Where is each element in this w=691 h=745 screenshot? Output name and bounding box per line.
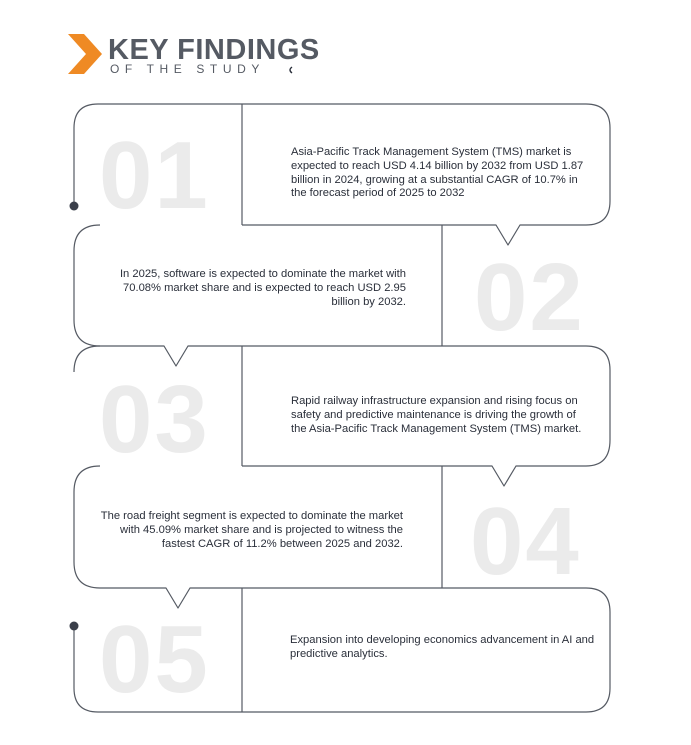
finding-number-04: 04 <box>470 488 581 595</box>
page-subtitle: OF THE STUDY <box>110 62 265 76</box>
finding-number-01: 01 <box>99 122 210 229</box>
finding-number-03: 03 <box>99 366 210 473</box>
finding-text-05: Expansion into developing economics advancement in AI and predictive analytics. <box>290 634 595 660</box>
timeline-dot-start <box>70 202 79 211</box>
finding-text-04: The road freight segment is expected to dominate the market with 45.09% market share and is projected to witness the fastest CAGR of 11.2% between 2025 and 2032. <box>100 510 403 550</box>
finding-text-01: Asia-Pacific Track Management System (TMS) market is expected to reach USD 4.14 billion by 2032 from USD 1.87 billion in 2024, growing at a substantial CAGR of 10.7% in the forecast period of 2025 to 2032 <box>291 146 584 200</box>
finding-number-05: 05 <box>99 606 210 713</box>
timeline-dot-end <box>70 622 79 631</box>
finding-number-02: 02 <box>474 244 585 351</box>
page-title: KEY FINDINGS <box>108 34 320 66</box>
finding-text-03: Rapid railway infrastructure expansion and rising focus on safety and predictive maintenance is driving the growth of the Asia-Pacific Track Management System (TMS) market. <box>291 395 582 435</box>
finding-text-02: In 2025, software is expected to dominate the market with 70.08% market share and is expected to reach USD 2.95 billion by 2032. <box>119 268 406 308</box>
